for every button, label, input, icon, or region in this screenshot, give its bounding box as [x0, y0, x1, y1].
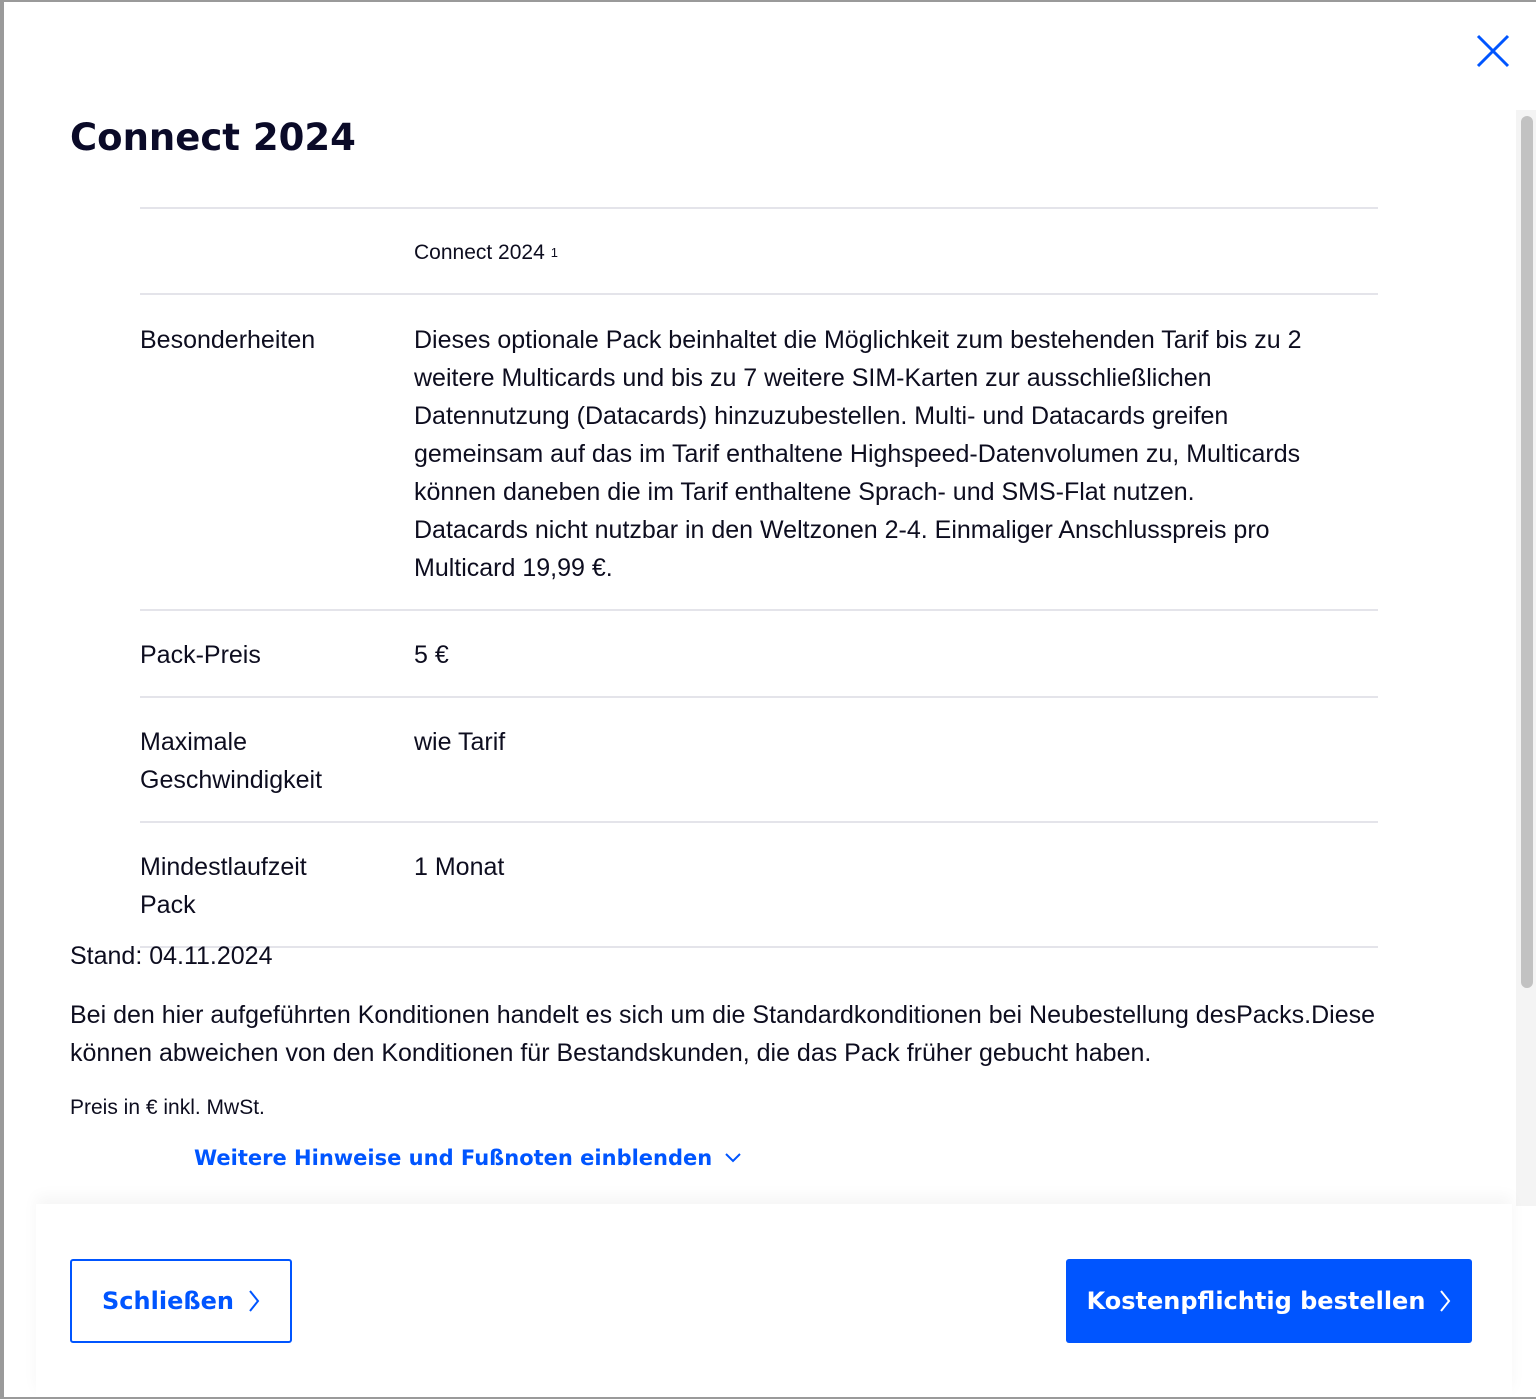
chevron-right-icon	[1439, 1289, 1451, 1313]
price-note: Preis in € inkl. MwSt.	[70, 1096, 265, 1119]
table-header	[140, 207, 1378, 293]
table-row	[140, 821, 1378, 948]
close-button[interactable]	[70, 1259, 292, 1343]
row-label: Mindestlaufzeit Pack	[140, 853, 307, 919]
modal-dialog	[4, 2, 1536, 1397]
footnote-marker: 1	[550, 245, 559, 260]
chevron-right-icon	[248, 1289, 260, 1313]
conditions-note: Bei den hier aufgeführten Konditionen handelt es sich um die Standardkonditionen bei Neubestellung desPacks.Diese können abweichen von den Konditionen für Bestandskunden, die das Pack früher gebucht haben.	[70, 1001, 1376, 1067]
row-label: Pack-Preis	[140, 641, 261, 669]
table-row	[140, 293, 1378, 609]
show-more-link[interactable]	[194, 1146, 742, 1170]
column-header: Connect 2024	[414, 241, 545, 264]
show-more-label: Weitere Hinweise und Fußnoten einblenden	[194, 1146, 713, 1170]
row-value: Dieses optionale Pack beinhaltet die Möglichkeit zum bestehenden Tarif bis zu 2 weitere Multicards und bis zu 7 weitere SIM-Karten zur ausschließlichen Datennutzung (Datacards) hinzuzubestellen. Multi- und Datacards greifen gemeinsam auf das im Tarif enthaltene Highspeed-Datenvolumen zu, Multicards können daneben die im Tarif enthaltene Sprach- und SMS-Flat nutzen. Datacards nicht nutzbar in den Weltzonen 2-4. Einmaliger Anschlusspreis pro Multicard 19,99 €.	[414, 326, 1302, 582]
row-value: 5 €	[414, 641, 449, 669]
row-label: Maximale Geschwindigkeit	[140, 728, 323, 794]
order-button-label: Kostenpflichtig bestellen	[1086, 1287, 1426, 1315]
conditions-table	[140, 207, 1378, 948]
table-row	[140, 696, 1378, 821]
modal-title: Connect 2024	[70, 116, 356, 159]
table-row	[140, 609, 1378, 696]
close-icon[interactable]	[1474, 32, 1512, 70]
row-value: 1 Monat	[414, 853, 505, 881]
row-value: wie Tarif	[414, 728, 506, 756]
stand-date: Stand: 04.11.2024	[70, 942, 273, 970]
chevron-down-icon	[724, 1152, 742, 1164]
order-button[interactable]	[1066, 1259, 1472, 1343]
row-label: Besonderheiten	[140, 326, 316, 354]
scrollbar-thumb[interactable]	[1521, 116, 1533, 988]
close-button-label: Schließen	[102, 1287, 234, 1315]
